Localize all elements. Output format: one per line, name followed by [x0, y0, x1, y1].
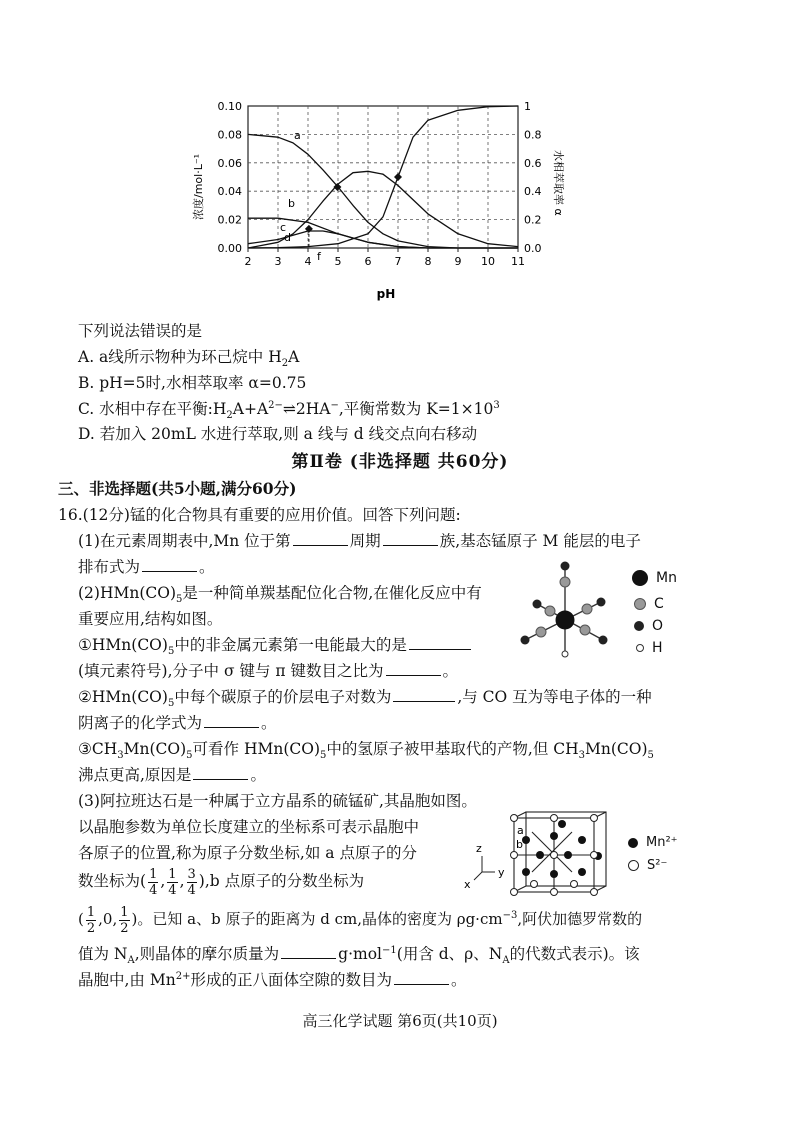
option-b: B. pH=5时,水相萃取率 α=0.75	[78, 374, 307, 392]
curve-label-c: c	[280, 221, 287, 234]
y-right-axis-label: 水相萃取率 α	[552, 150, 565, 216]
answer-blank[interactable]	[142, 557, 197, 572]
answer-blank[interactable]	[281, 944, 336, 959]
series-line-α	[248, 106, 518, 248]
c-atom-icon	[634, 598, 646, 610]
h-atom-icon	[636, 644, 644, 652]
q16-part1-cont: 排布式为 。	[78, 558, 215, 576]
option-c: C. 水相中存在平衡$:H_2A+A^{2-}\rightleftharpoons 2HA^-$,平衡常数为 $K=1\times 10^3$	[78, 399, 500, 422]
y-left-axis-label: 浓度/mol·L⁻¹	[192, 153, 205, 220]
o-atom-icon	[634, 621, 644, 631]
axis-x: x	[464, 878, 471, 891]
axis-z: z	[476, 842, 482, 855]
q16-part2-1: $①HMn(CO)_5$中的非金属元素第一电能最大的是	[78, 634, 473, 656]
hmn-co5-structure	[515, 560, 615, 660]
curve-label-d: d	[284, 231, 291, 244]
atom-label-b: b	[516, 838, 523, 851]
q16-intro: 16.(12分)锰的化合物具有重要的应用价值。回答下列问题:	[58, 506, 461, 524]
legend-h: H	[636, 640, 663, 656]
y-left-tick-label: 0.10	[217, 100, 242, 113]
question-prompt: 下列说法错误的是	[78, 322, 203, 340]
y-left-tick-label: 0.08	[217, 128, 242, 142]
chart-grid	[248, 106, 518, 248]
curve-label-a: a	[294, 129, 301, 142]
q16-part3: (3)阿拉班达石是一种属于立方晶系的硫锰矿,其晶胞如图。	[78, 792, 477, 810]
legend-c: C	[634, 596, 664, 612]
y-left-tick-label: 0.06	[217, 156, 242, 170]
answer-blank[interactable]	[193, 765, 248, 780]
q16-part2-3-cont: 沸点更高,原因是 。	[78, 766, 266, 784]
s2-ion-icon	[628, 860, 639, 871]
option-d: D. 若加入 20mL 水进行萃取,则 a 线与 d 线交点向右移动	[78, 425, 478, 443]
y-right-tick-label: 0.0	[524, 242, 542, 255]
atom-label-a: a	[517, 824, 524, 837]
y-right-tick-label: 0.2	[524, 213, 542, 227]
q16-part2: $(2)HMn(CO)_5$是一种简单羰基配位化合物,在催化反应中有	[78, 584, 482, 606]
q16-part2-3: $③CH_3Mn(CO)_5$可看作 $HMn(CO)_5$中的氢原子被甲基取代的产物,但 $CH_3Mn(CO)_5$	[78, 740, 654, 762]
mn-atom-icon	[632, 570, 648, 586]
q16-part3-line5: ( $\frac{1}{2}$ ,0, $\frac{1}{2}$ )。已知 a、b 原子的距离为 d cm,晶体的密度为 $\rho g\cdot cm^{-3}$,阿伏加德罗常数的	[78, 904, 643, 936]
q16-part3-line2: 以晶胞参数为单位长度建立的坐标系可表示晶胞中	[78, 818, 420, 836]
legend-o: O	[634, 618, 663, 634]
chart-curves	[248, 106, 518, 248]
alabandite-unit-cell	[462, 810, 622, 900]
x-tick-label: 5	[334, 255, 342, 268]
x-tick-label: 7	[394, 255, 402, 268]
q16-part2-1-cont: (填元素符号),分子中 σ 键与 π 键数目之比为 。	[78, 662, 459, 680]
mn2-ion-icon	[628, 838, 638, 848]
answer-blank[interactable]	[409, 635, 471, 650]
legend-mn2: Mn²⁺	[628, 835, 678, 850]
y-left-tick-label: 0.00	[217, 242, 242, 255]
section-title: 第Ⅱ卷 (非选择题 共60分)	[291, 452, 509, 472]
axis-y: y	[498, 866, 505, 879]
section-header: 三、非选择题(共5小题,满分60分)	[58, 479, 297, 498]
answer-blank[interactable]	[393, 687, 455, 702]
x-tick-label: 4	[304, 255, 312, 268]
answer-blank[interactable]	[394, 970, 449, 985]
q16-part3-line3: 各原子的位置,称为原子分数坐标,如 a 点原子的分	[78, 844, 417, 862]
q16-part3-line4: 数坐标为( $\frac{1}{4}$ , $\frac{1}{4}$ , $\frac{3}{4}$ ),b 点原子的分数坐标为	[78, 866, 365, 898]
answer-blank[interactable]	[293, 531, 348, 546]
y-right-tick-label: 1	[524, 100, 531, 113]
curve-label-b: b	[288, 197, 295, 210]
x-tick-label: 3	[274, 255, 282, 268]
y-right-tick-label: 0.8	[524, 128, 542, 142]
ph-concentration-chart	[190, 90, 570, 305]
y-left-tick-label: 0.04	[217, 185, 242, 199]
x-tick-label: 9	[454, 255, 462, 268]
y-right-tick-label: 0.4	[524, 185, 542, 199]
option-a: A. a线所示物种为环己烷中 $H_2A$	[78, 348, 300, 370]
x-axis-label: pH	[376, 287, 396, 301]
legend-s2: S²⁻	[628, 858, 667, 873]
q16-part3-line6: 值为 $N_A$,则晶体的摩尔质量为 g·mol$^{-1}$(用含 d、ρ、$N_A$的代数式表示)。该	[78, 944, 640, 967]
answer-blank[interactable]	[386, 661, 441, 676]
x-tick-label: 10	[481, 255, 495, 268]
y-left-tick-label: 0.02	[217, 213, 242, 227]
chart-ticks	[218, 100, 542, 268]
q16-part1: (1)在元素周期表中,Mn 位于第 周期 族,基态锰原子 M 能层的电子	[78, 532, 641, 550]
answer-blank[interactable]	[204, 713, 259, 728]
q16-part2-2: $②HMn(CO)_5$中每个碳原子的价层电子对数为 ,与 CO 互为等电子体的一种	[78, 688, 652, 710]
y-right-tick-label: 0.6	[524, 156, 542, 170]
curve-label-f: f	[317, 250, 321, 263]
page-footer: 高三化学试题 第6页(共10页)	[302, 1012, 498, 1030]
q16-part2-2-cont: 阴离子的化学式为 。	[78, 714, 277, 732]
x-tick-label: 6	[364, 255, 372, 268]
q16-part3-line7: 晶胞中,由 $Mn^{2+}$形成的正八面体空隙的数目为 。	[78, 970, 467, 989]
answer-blank[interactable]	[383, 531, 438, 546]
legend-mn: Mn	[632, 570, 677, 586]
q16-part2-cont: 重要应用,结构如图。	[78, 610, 223, 628]
intersection-marker	[394, 173, 402, 181]
plot-frame	[248, 106, 518, 248]
x-tick-label: 11	[511, 255, 525, 268]
x-tick-label: 2	[244, 255, 252, 268]
x-tick-label: 8	[424, 255, 432, 268]
